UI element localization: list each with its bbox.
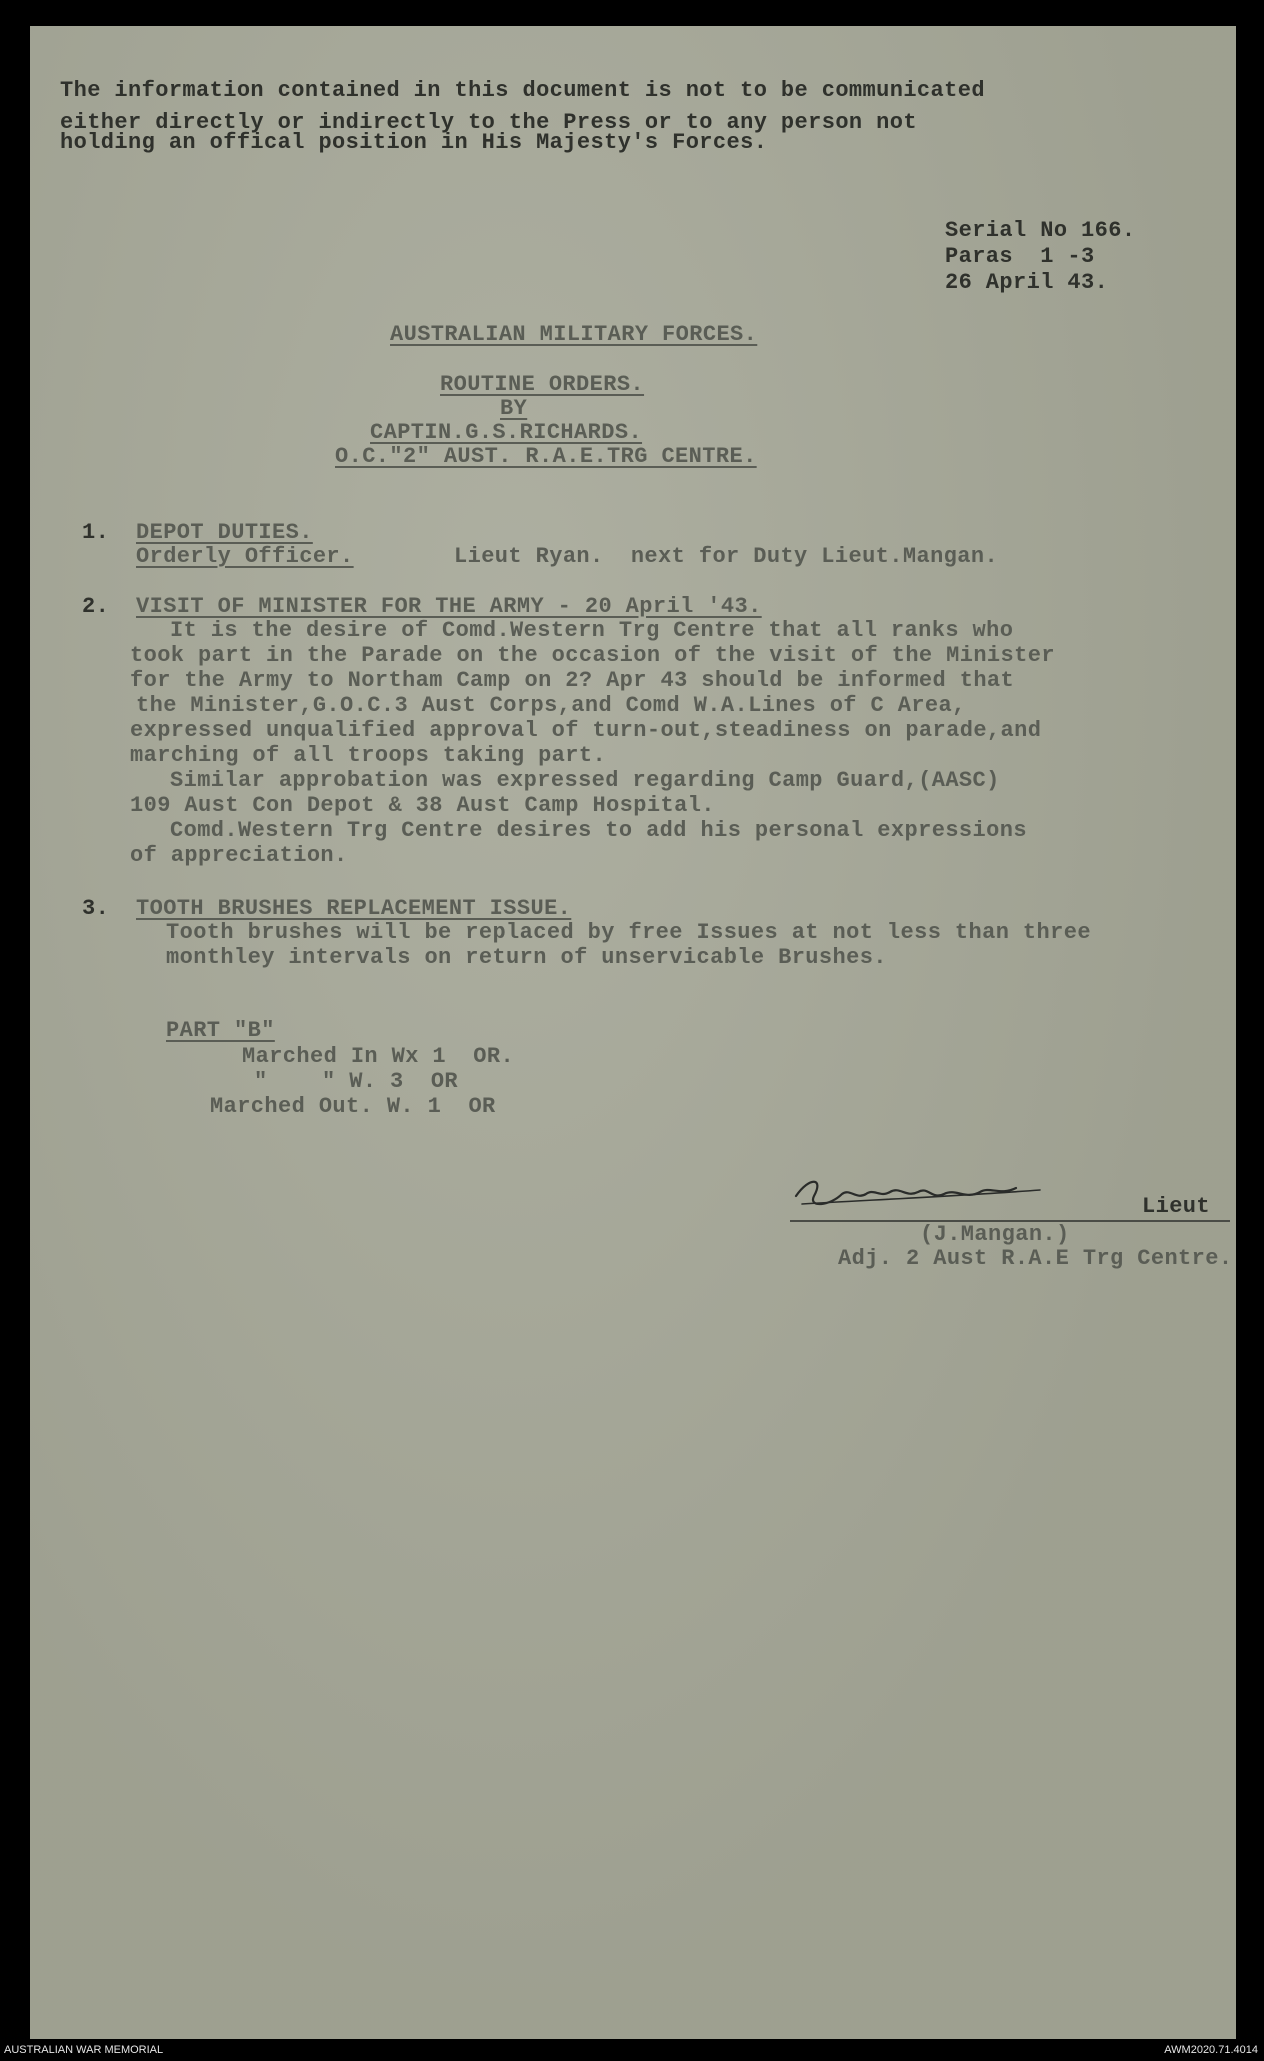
notice-line-1: The information contained in this document is not to be communicated [60,78,985,103]
title-line-3: BY [500,396,528,421]
item-3-number: 3. [82,896,110,921]
item-2-line-5: expressed unqualified approval of turn-out,steadiness on parade,and [130,718,1042,743]
item-2-line-8: 109 Aust Con Depot & 38 Aust Camp Hospital. [130,793,715,818]
notice-line-2: either directly or indirectly to the Press or to any person not [60,110,917,135]
document-page [30,26,1236,2039]
footer-institution: AUSTRALIAN WAR MEMORIAL [4,2044,164,2056]
title-line-5: O.C."2" AUST. R.A.E.TRG CENTRE. [335,444,757,469]
part-b-row-1: Marched In Wx 1 OR. [242,1044,515,1069]
item-2-heading: VISIT OF MINISTER FOR THE ARMY - 20 April '43. [136,594,762,619]
item-1-text: Lieut Ryan. next for Duty Lieut.Mangan. [454,544,999,569]
item-2-line-3: for the Army to Northam Camp on 2? Apr 43 should be informed that [130,668,1015,693]
signature-title: Adj. 2 Aust R.A.E Trg Centre. [838,1246,1233,1271]
signature-name: (J.Mangan.) [920,1222,1070,1247]
title-line-1: AUSTRALIAN MILITARY FORCES. [390,322,758,347]
serial-number: Serial No 166. [945,218,1136,243]
notice-line-3: holding an offical position in His Majesty's Forces. [60,130,768,155]
part-b-row-3: Marched Out. W. 1 OR [210,1094,496,1119]
item-2-line-4: the Minister,G.O.C.3 Aust Corps,and Comd W.A.Lines of C Area, [136,693,966,718]
part-b-heading: PART "B" [166,1018,275,1043]
part-b-row-2: " " W. 3 OR [254,1069,459,1094]
order-date: 26 April 43. [945,270,1109,295]
item-2-line-10: of appreciation. [130,843,348,868]
item-1-number: 1. [82,520,110,545]
title-line-2: ROUTINE ORDERS. [440,372,645,397]
item-2-line-1: It is the desire of Comd.Western Trg Centre that all ranks who [170,618,1014,643]
item-3-line-1: Tooth brushes will be replaced by free Issues at not less than three [166,920,1091,945]
signature-rule [790,1220,1230,1222]
item-2-line-6: marching of all troops taking part. [130,743,607,768]
item-3-line-2: monthley intervals on return of unservicable Brushes. [166,945,887,970]
item-1-subheading: Orderly Officer. [136,544,354,569]
item-2-number: 2. [82,594,110,619]
item-2-line-7: Similar approbation was expressed regarding Camp Guard,(AASC) [170,768,1000,793]
title-line-4: CAPTIN.G.S.RICHARDS. [370,420,643,445]
item-2-line-2: took part in the Parade on the occasion of the visit of the Minister [130,643,1055,668]
paras-range: Paras 1 -3 [945,244,1095,269]
signature-rank: Lieut [1142,1194,1211,1219]
handwritten-signature [790,1170,1060,1220]
item-2-line-9: Comd.Western Trg Centre desires to add his personal expressions [170,818,1027,843]
item-3-heading: TOOTH BRUSHES REPLACEMENT ISSUE. [136,896,572,921]
item-1-heading: DEPOT DUTIES. [136,520,313,545]
footer-accession-number: AWM2020.71.4014 [1164,2044,1258,2056]
